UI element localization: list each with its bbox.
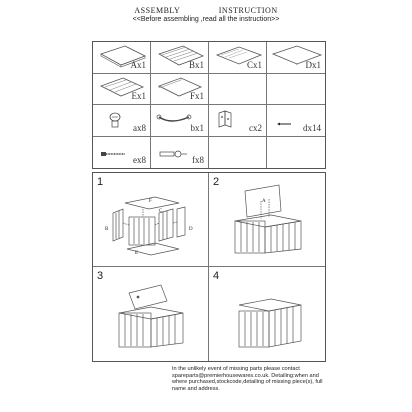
part-cell-empty-4 [267,137,325,169]
parts-table [92,41,326,169]
part-label-a: Ax1 [130,59,146,70]
part-cell-d [267,42,325,74]
step-number: 4 [213,270,220,282]
part-cell-a [93,42,151,74]
notice-line: name and address. [172,385,220,392]
step-2-letter-a: A [262,199,266,204]
part-label-screw: dx14 [303,122,321,133]
notice-line: spareparts@premierhousewares.co.uk. Detailing:when and [172,372,319,379]
step-number: 2 [213,176,220,188]
part-cell-bolt [93,137,151,169]
part-label-hinge: cx2 [249,122,262,133]
step-number: 3 [97,270,104,282]
part-label-cam-lock: ax8 [133,122,146,133]
part-cell-empty-1 [209,74,267,106]
step-1 [93,173,209,267]
step-1-letter-c: C [159,209,163,214]
instruction-header [0,6,412,23]
part-label-c: Cx1 [246,59,262,70]
part-cell-b [151,42,209,74]
step-1-letter-d: D [189,227,193,232]
lid-attach-diagram [209,173,325,267]
lid-open-diagram [93,267,209,361]
finished-box-diagram [209,267,325,361]
part-cell-handle [151,105,209,137]
part-cell-c [209,42,267,74]
part-cell-empty-2 [267,74,325,106]
part-cell-f [151,74,209,106]
part-label-f: Fx1 [189,91,204,101]
part-cell-empty-3 [209,137,267,169]
title-instruction: INSTRUCTION [218,6,278,15]
step-1-letter-b: B [105,227,109,232]
part-cell-dowel [151,137,209,169]
step-number: 1 [97,176,104,188]
subtitle: <<Before assembling ,read all the instruction>> [132,16,280,23]
step-3 [93,267,209,361]
part-cell-e [93,74,151,106]
part-label-bolt: ex8 [133,155,146,165]
part-cell-cam-lock [93,105,151,137]
missing-parts-notice [172,366,352,392]
part-cell-screw [267,105,325,137]
step-1-letter-f: F [149,199,152,204]
part-label-handle: bx1 [190,122,204,133]
part-label-b: Bx1 [188,59,204,70]
notice-line: where purchased,stockcode,detailing of missing piece(s), full [172,379,323,386]
part-cell-hinge [209,105,267,137]
assembly-steps [92,172,326,362]
exploded-box-diagram [93,173,209,267]
part-label-dowel: fx8 [192,155,204,165]
title-assembly: ASSEMBLY [134,6,181,15]
step-1-letter-e: E [135,251,139,256]
notice-line: In the unlikely event of missing parts please contact [172,366,300,372]
part-label-e: Ex1 [131,91,146,101]
title-row [0,6,412,15]
step-4 [209,267,325,361]
part-label-d: Dx1 [305,59,321,70]
step-2 [209,173,325,267]
